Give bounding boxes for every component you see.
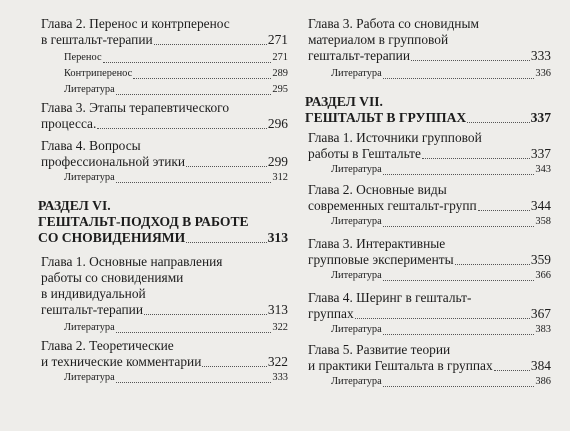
dot-leader — [478, 210, 530, 211]
toc-line — [38, 100, 288, 116]
dot-leader — [467, 122, 529, 123]
toc-line — [305, 48, 551, 64]
toc-line — [38, 116, 288, 132]
toc-line — [38, 254, 288, 270]
page-number: 313 — [267, 302, 288, 317]
page-number: 299 — [267, 154, 288, 169]
dot-leader — [383, 174, 535, 175]
toc-lit-entry — [305, 214, 551, 230]
dot-leader — [116, 182, 272, 183]
dot-leader — [144, 314, 267, 315]
toc-line — [305, 94, 551, 110]
toc-line-text: группах — [308, 306, 354, 321]
toc-line — [38, 214, 288, 230]
toc-line-text: процесса. — [41, 116, 97, 131]
toc-lit-entry — [38, 170, 288, 186]
dot-leader — [422, 158, 530, 159]
page-number: 383 — [535, 324, 551, 335]
toc-chapter-entry — [38, 16, 288, 48]
page-number: 343 — [535, 164, 551, 175]
toc-line — [38, 170, 288, 186]
toc-line — [38, 286, 288, 302]
toc-line — [305, 110, 551, 126]
toc-line — [305, 236, 551, 252]
toc-line — [38, 354, 288, 370]
toc-line-text: в индивидуальной — [41, 286, 146, 301]
toc-line — [305, 16, 551, 32]
toc-line-text: Глава 4. Шеринг в гештальт- — [308, 290, 472, 305]
toc-line-text: Литература — [331, 68, 382, 79]
toc-line — [305, 322, 551, 338]
toc-line-text: РАЗДЕЛ VI. — [38, 198, 111, 213]
toc-line-text: Глава 4. Вопросы — [41, 138, 141, 153]
toc-chapter-entry — [305, 342, 551, 374]
toc-line — [38, 82, 288, 98]
toc-lit-entry — [38, 320, 288, 336]
toc-lit-entry — [305, 322, 551, 338]
toc-line-text: Глава 2. Теоретические — [41, 338, 174, 353]
page-number: 386 — [535, 376, 551, 387]
dot-leader — [116, 94, 272, 95]
toc-line-text: Глава 3. Работа со сновидным — [308, 16, 479, 31]
toc-chapter-entry — [38, 338, 288, 370]
toc-line — [305, 182, 551, 198]
toc-line-text: Литература — [331, 270, 382, 281]
toc-line — [305, 66, 551, 82]
toc-line — [305, 306, 551, 322]
toc-line-text: работы в Гештальте — [308, 146, 421, 161]
toc-line-text: Глава 3. Этапы терапевтического — [41, 100, 230, 115]
toc-line — [38, 32, 288, 48]
toc-line — [305, 162, 551, 178]
toc-line-text: Глава 2. Перенос и контрперенос — [41, 16, 230, 31]
toc-chapter-entry — [305, 130, 551, 162]
page-number: 295 — [272, 84, 288, 95]
toc-line-text: Литература — [331, 216, 382, 227]
toc-sub-entry — [38, 66, 288, 82]
page-number: 336 — [535, 68, 551, 79]
dot-leader — [383, 334, 535, 335]
toc-line-text: и практики Гештальта в группах — [308, 358, 493, 373]
dot-leader — [116, 382, 272, 383]
page-number: 289 — [272, 68, 288, 79]
toc-line-text: Глава 3. Интерактивные — [308, 236, 446, 251]
toc-lit-entry — [305, 374, 551, 390]
page-number: 322 — [267, 354, 288, 369]
toc-line — [38, 320, 288, 336]
toc-line-text: материалом в групповой — [308, 32, 449, 47]
page-number: 333 — [272, 372, 288, 383]
page-number: 296 — [267, 116, 288, 131]
toc-line — [38, 302, 288, 318]
page-number: 313 — [267, 230, 288, 245]
toc-line — [38, 198, 288, 214]
toc-line — [38, 338, 288, 354]
toc-line-text: Литература — [64, 84, 115, 95]
dot-leader — [455, 264, 530, 265]
toc-line-text: групповые эксперименты — [308, 252, 454, 267]
toc-line-text: Контриперенос — [64, 68, 133, 79]
toc-line-text: Литература — [331, 376, 382, 387]
toc-line-text: Глава 1. Источники групповой — [308, 130, 482, 145]
dot-leader — [411, 60, 530, 61]
toc-line-text: Литература — [64, 372, 115, 383]
toc-chapter-entry — [38, 138, 288, 170]
toc-line — [38, 138, 288, 154]
toc-lit-entry — [305, 66, 551, 82]
toc-line — [305, 252, 551, 268]
dot-leader — [116, 332, 272, 333]
toc-line — [305, 146, 551, 162]
toc-lit-entry — [305, 268, 551, 284]
toc-line-text: в гештальт-терапии — [41, 32, 153, 47]
toc-line-text: Литература — [64, 172, 115, 183]
toc-lit-entry — [305, 162, 551, 178]
toc-chapter-entry — [305, 182, 551, 214]
toc-line — [38, 66, 288, 82]
toc-line-text: РАЗДЕЛ VII. — [305, 94, 383, 109]
toc-chapter-entry — [305, 290, 551, 322]
toc-line-text: гештальт-терапии — [41, 302, 143, 317]
toc-line-text: профессиональной этики — [41, 154, 186, 169]
toc-line-text: Глава 2. Основные виды — [308, 182, 447, 197]
page-number: 367 — [530, 306, 551, 321]
dot-leader — [383, 386, 535, 387]
toc-line — [305, 130, 551, 146]
page-number: 271 — [267, 32, 288, 47]
page-number: 312 — [272, 172, 288, 183]
toc-line-text: ГЕШТАЛЬТ В ГРУППАХ — [305, 110, 467, 125]
toc-chapter-entry — [305, 16, 551, 64]
dot-leader — [355, 318, 530, 319]
dot-leader — [202, 366, 267, 367]
toc-line — [305, 214, 551, 230]
toc-chapter-entry — [38, 100, 288, 132]
toc-lit-entry — [38, 82, 288, 98]
toc-line — [305, 290, 551, 306]
toc-line — [305, 374, 551, 390]
page-number: 358 — [535, 216, 551, 227]
toc-line — [38, 154, 288, 170]
dot-leader — [133, 78, 271, 79]
toc-line-text: и технические комментарии — [41, 354, 202, 369]
toc-line — [305, 32, 551, 48]
page-number: 337 — [530, 146, 551, 161]
dot-leader — [103, 62, 272, 63]
toc-chapter-entry — [38, 254, 288, 318]
toc-line-text: Глава 1. Основные направления — [41, 254, 223, 269]
dot-leader — [383, 280, 535, 281]
toc-line-text: Перенос — [64, 52, 102, 63]
toc-section-entry — [305, 94, 551, 126]
dot-leader — [154, 44, 267, 45]
dot-leader — [494, 370, 530, 371]
toc-line — [305, 268, 551, 284]
page-number: 359 — [530, 252, 551, 267]
dot-leader — [383, 78, 535, 79]
page-number: 366 — [535, 270, 551, 281]
toc-line — [38, 270, 288, 286]
page-number: 337 — [530, 110, 551, 125]
toc-line-text: работы со сновидениями — [41, 270, 184, 285]
toc-sub-entry — [38, 50, 288, 66]
dot-leader — [97, 128, 267, 129]
toc-line — [38, 50, 288, 66]
page-number: 344 — [530, 198, 551, 213]
toc-line — [38, 16, 288, 32]
toc-line — [38, 230, 288, 246]
toc-line-text: Литература — [331, 324, 382, 335]
toc-line-text: Глава 5. Развитие теории — [308, 342, 451, 357]
dot-leader — [383, 226, 535, 227]
page-number: 333 — [530, 48, 551, 63]
toc-line-text: гештальт-терапии — [308, 48, 410, 63]
toc-line — [305, 342, 551, 358]
page-number: 384 — [530, 358, 551, 373]
toc-line-text: СО СНОВИДЕНИЯМИ — [38, 230, 186, 245]
page-number: 322 — [272, 322, 288, 333]
toc-section-entry — [38, 198, 288, 246]
toc-chapter-entry — [305, 236, 551, 268]
page-number: 271 — [272, 52, 288, 63]
toc-line — [38, 370, 288, 386]
toc-line-text: Литература — [331, 164, 382, 175]
toc-line-text: ГЕШТАЛЬТ-ПОДХОД В РАБОТЕ — [38, 214, 249, 229]
toc-line-text: Литература — [64, 322, 115, 333]
dot-leader — [186, 242, 266, 243]
toc-line-text: современных гештальт-групп — [308, 198, 477, 213]
dot-leader — [186, 166, 267, 167]
toc-line — [305, 358, 551, 374]
toc-line — [305, 198, 551, 214]
toc-lit-entry — [38, 370, 288, 386]
